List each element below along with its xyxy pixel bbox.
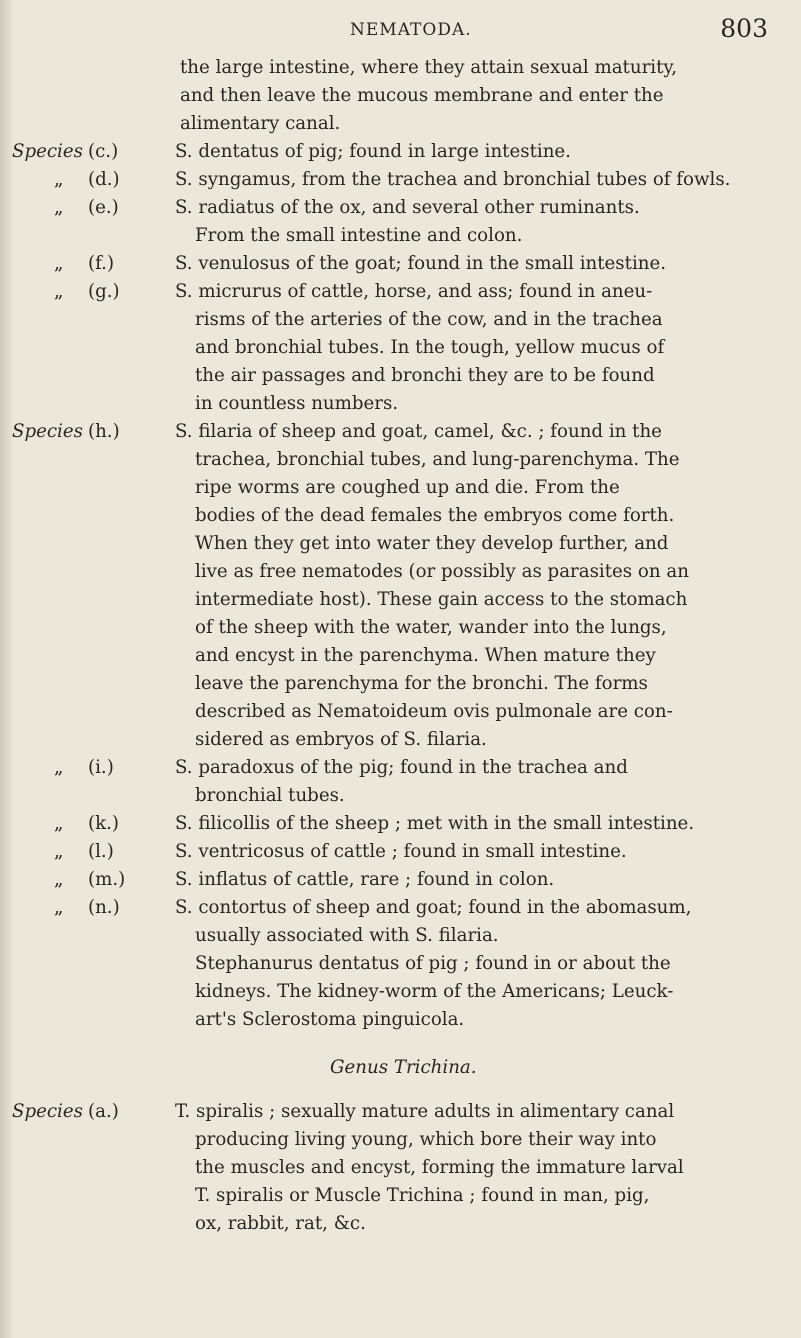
entry-line: S. filicollis of the sheep ; met with in the small intestine. [175, 813, 695, 834]
entry-line: ripe worms are coughed up and die. From the [195, 477, 620, 498]
entry-line: S. ventricosus of cattle ; found in small intestine. [175, 841, 627, 862]
ditto-mark: „ [54, 169, 64, 190]
entry-line: S. syngamus, from the trachea and bronchial tubes of fowls. [175, 169, 731, 190]
entry-line: sidered as embryos of S. filaria. [195, 729, 487, 750]
entry-line: S. inflatus of cattle, rare ; found in colon. [175, 869, 555, 890]
page-gutter-shadow [0, 0, 14, 1338]
entry-line: When they get into water they develop further, and [195, 533, 669, 554]
species-ref: (m.) [88, 869, 126, 890]
ditto-mark: „ [54, 869, 64, 890]
entry-line: trachea, bronchial tubes, and lung-parenchyma. The [195, 449, 680, 470]
species-ref: (i.) [88, 757, 114, 778]
species-ref: (l.) [88, 841, 114, 862]
ditto-mark: „ [54, 897, 64, 918]
entry-line: S. filaria of sheep and goat, camel, &c. ; found in the [175, 421, 662, 442]
text-line: the large intestine, where they attain sexual maturity, [180, 57, 678, 78]
species-ref: (n.) [88, 897, 120, 918]
entry-line: T. spiralis ; sexually mature adults in alimentary canal [175, 1101, 675, 1122]
entry-line: S. dentatus of pig; found in large intestine. [175, 141, 571, 162]
species-ref: (h.) [88, 421, 120, 442]
entry-line: leave the parenchyma for the bronchi. The forms [195, 673, 648, 694]
entry-line: S. paradoxus of the pig; found in the trachea and [175, 757, 628, 778]
running-title: NEMATODA. [350, 20, 472, 40]
entry-line: live as free nematodes (or possibly as parasites on an [195, 561, 689, 582]
page-header [0, 14, 801, 44]
species-label: Species [12, 421, 83, 442]
species-ref: (a.) [88, 1101, 119, 1122]
ditto-mark: „ [54, 757, 64, 778]
genus-heading: Genus Trichina. [330, 1057, 477, 1078]
entry-line: bodies of the dead females the embryos come forth. [195, 505, 675, 526]
ditto-mark: „ [54, 813, 64, 834]
entry-line: T. spiralis or Muscle Trichina ; found in man, pig, [195, 1185, 650, 1206]
entry-line: From the small intestine and colon. [195, 225, 523, 246]
ditto-mark: „ [54, 281, 64, 302]
entry-line: S. micrurus of cattle, horse, and ass; found in aneu- [175, 281, 653, 302]
ditto-mark: „ [54, 841, 64, 862]
entry-line: producing living young, which bore their way into [195, 1129, 657, 1150]
entry-line: the air passages and bronchi they are to be found [195, 365, 655, 386]
entry-line: and encyst in the parenchyma. When mature they [195, 645, 656, 666]
entry-line: and bronchial tubes. In the tough, yellow mucus of [195, 337, 665, 358]
entry-line: S. contortus of sheep and goat; found in the abomasum, [175, 897, 692, 918]
page-number: 803 [720, 14, 768, 43]
entry-line: art's Sclerostoma pinguicola. [195, 1009, 465, 1030]
entry-line: ox, rabbit, rat, &c. [195, 1213, 366, 1234]
species-ref: (d.) [88, 169, 120, 190]
entry-line: usually associated with S. filaria. [195, 925, 499, 946]
entry-line: described as Nematoideum ovis pulmonale are con- [195, 701, 673, 722]
text-line: and then leave the mucous membrane and enter the [180, 85, 664, 106]
species-ref: (k.) [88, 813, 119, 834]
entry-line: Stephanurus dentatus of pig ; found in or about the [195, 953, 671, 974]
ditto-mark: „ [54, 253, 64, 274]
entry-line: bronchial tubes. [195, 785, 345, 806]
entry-line: S. radiatus of the ox, and several other ruminants. [175, 197, 640, 218]
species-label: Species [12, 141, 83, 162]
species-ref: (e.) [88, 197, 119, 218]
entry-line: intermediate host). These gain access to the stomach [195, 589, 688, 610]
entry-line: in countless numbers. [195, 393, 399, 414]
text-line: alimentary canal. [180, 113, 341, 134]
species-ref: (f.) [88, 253, 115, 274]
species-ref: (c.) [88, 141, 119, 162]
species-label: Species [12, 1101, 83, 1122]
ditto-mark: „ [54, 197, 64, 218]
entry-line: of the sheep with the water, wander into the lungs, [195, 617, 667, 638]
entry-line: S. venulosus of the goat; found in the small intestine. [175, 253, 667, 274]
species-ref: (g.) [88, 281, 120, 302]
entry-line: kidneys. The kidney-worm of the Americans; Leuck- [195, 981, 674, 1002]
entry-line: the muscles and encyst, forming the immature larval [195, 1157, 684, 1178]
entry-line: risms of the arteries of the cow, and in the trachea [195, 309, 663, 330]
